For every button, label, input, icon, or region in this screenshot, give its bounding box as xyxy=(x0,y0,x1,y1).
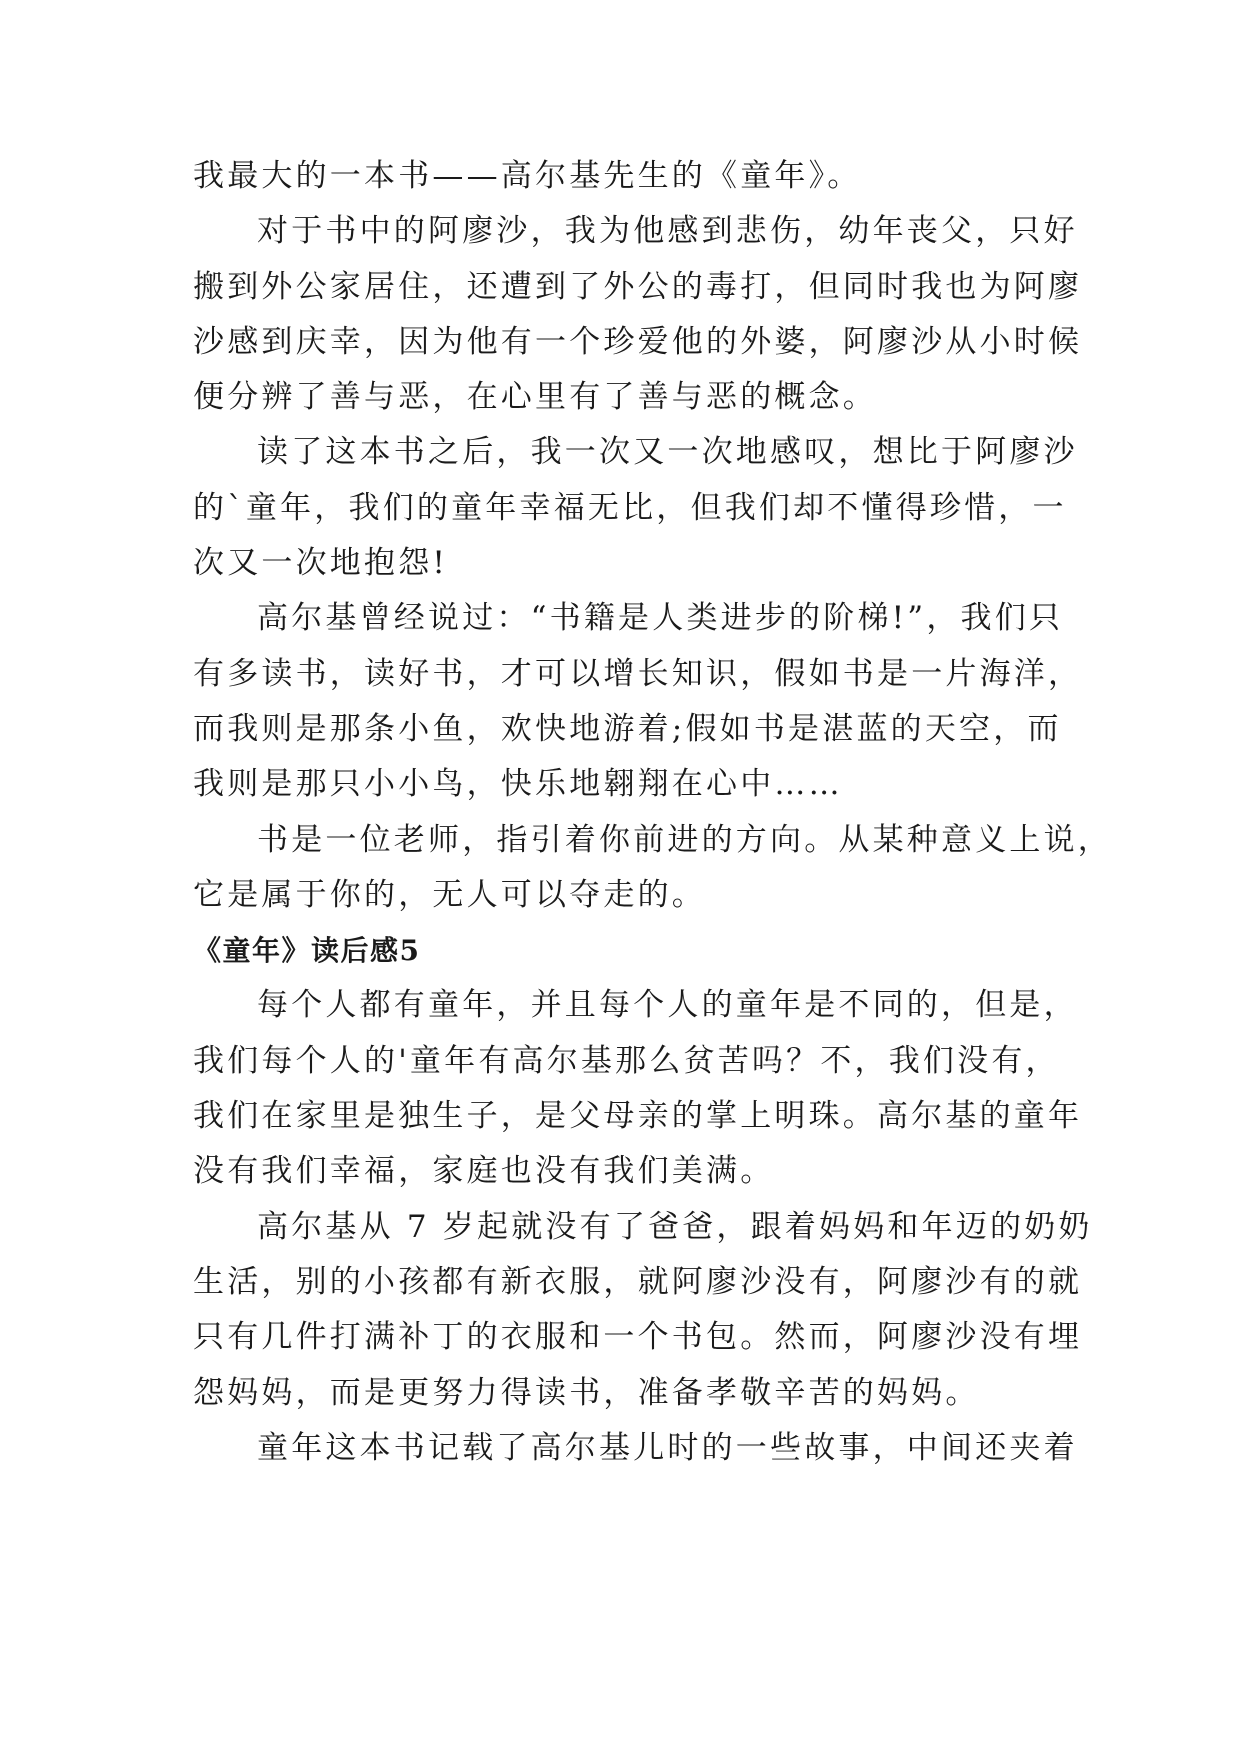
text-line: 书是一位老师，指引着你前进的方向。从某种意义上说， xyxy=(257,821,1112,858)
text-line: 沙感到庆幸，因为他有一个珍爱他的外婆，阿廖沙从小时候 xyxy=(193,323,1083,360)
text-line: 有多读书，读好书，才可以增长知识，假如书是一片海洋， xyxy=(193,655,1083,692)
paragraph-3 xyxy=(193,425,1093,591)
text-line: 读了这本书之后，我一次又一次地感叹，想比于阿廖沙 xyxy=(257,434,1078,471)
text-line: 没有我们幸福，家庭也没有我们美满。 xyxy=(193,1153,775,1190)
text-line: 次又一次地抱怨! xyxy=(193,545,449,582)
text-line: 的`童年，我们的童年幸福无比，但我们却不懂得珍惜，一 xyxy=(193,489,1067,526)
document-body xyxy=(193,149,1112,1476)
text-line: 而我则是那条小鱼，欢快地游着;假如书是湛蓝的天空，而 xyxy=(193,710,1062,747)
text-line: 便分辨了善与恶，在心里有了善与恶的概念。 xyxy=(193,379,877,416)
text-line: 怨妈妈，而是更努力得读书，准备孝敬辛苦的妈妈。 xyxy=(193,1374,980,1411)
paragraph-7 xyxy=(193,1200,1093,1421)
text-line: 高尔基曾经说过：“书籍是人类进步的阶梯!”，我们只 xyxy=(257,600,1064,637)
paragraph-4 xyxy=(193,591,1093,812)
text-line: 生活，别的小孩都有新衣服，就阿廖沙没有，阿廖沙有的就 xyxy=(193,1263,1083,1300)
text-line: 我则是那只小小鸟，快乐地翱翔在心中…… xyxy=(193,766,843,803)
text-line: 对于书中的阿廖沙，我为他感到悲伤，幼年丧父，只好 xyxy=(257,213,1078,250)
section-heading: 《童年》读后感5 xyxy=(193,934,421,968)
text-line: 每个人都有童年，并且每个人的童年是不同的，但是， xyxy=(257,987,1078,1024)
paragraph-1 xyxy=(193,149,1093,204)
paragraph-6 xyxy=(193,978,1093,1199)
text-line: 高尔基从 7 岁起就没有了爸爸，跟着妈妈和年迈的奶奶 xyxy=(257,1208,1093,1245)
text-line: 我们在家里是独生子，是父母亲的掌上明珠。高尔基的童年 xyxy=(193,1098,1083,1135)
paragraph-2 xyxy=(193,204,1093,425)
text-line: 我最大的一本书——高尔基先生的《童年》。 xyxy=(193,158,862,194)
text-line: 只有几件打满补丁的衣服和一个书包。然而，阿廖沙没有埋 xyxy=(193,1319,1083,1356)
text-line: 搬到外公家居住，还遭到了外公的毒打，但同时我也为阿廖 xyxy=(193,268,1083,305)
paragraph-5 xyxy=(193,813,1112,924)
text-line: 童年这本书记载了高尔基儿时的一些故事，中间还夹着 xyxy=(257,1429,1078,1466)
text-line: 它是属于你的，无人可以夺走的。 xyxy=(193,876,706,913)
paragraph-8 xyxy=(193,1421,1093,1476)
text-line: 我们每个人的'童年有高尔基那么贫苦吗？不，我们没有， xyxy=(193,1042,1060,1079)
